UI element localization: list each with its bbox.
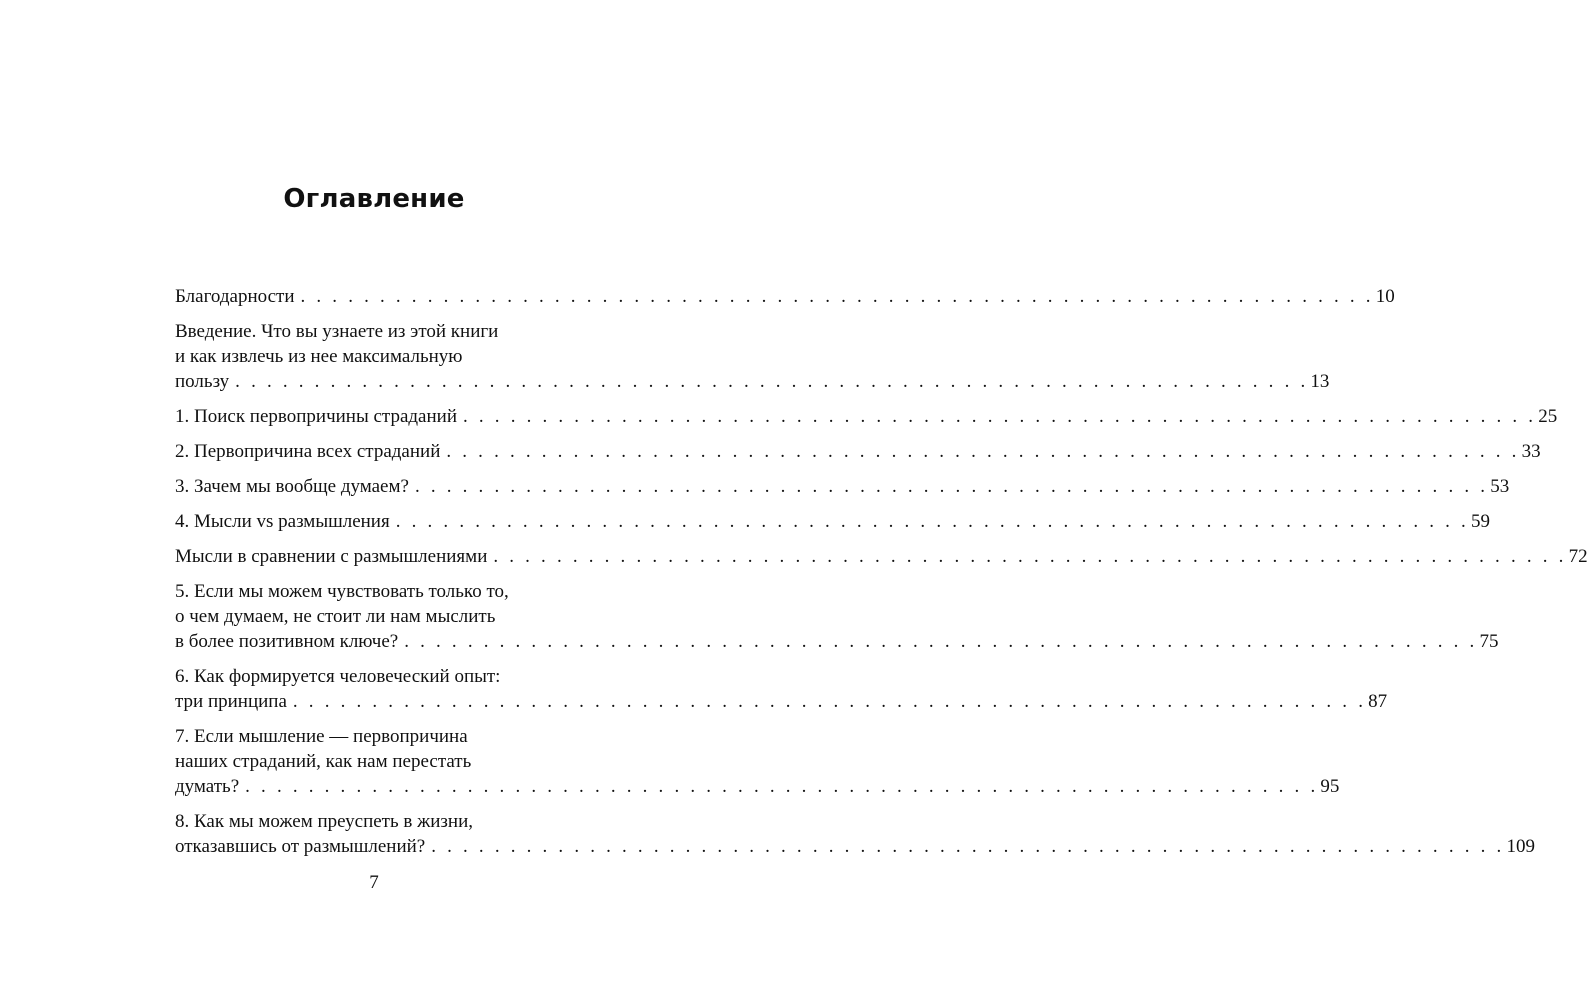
toc-entry-title-line: Введение. Что вы узнаете из этой книги [175,321,499,342]
toc-entry-page-number: 72 [1568,546,1588,567]
toc-entry-page-number: 25 [1538,406,1558,427]
toc-title: Оглавление [283,184,465,214]
dot-leader: . . . . . . . . . . . . . . . . . . . . . . . . . . . . . . . . . . . . . . . . . . . . . . . . . . . . . . . . . . . . . . . . . . . . [446,441,1520,462]
toc-entry [175,509,1490,534]
toc-entry-page-number: 33 [1521,441,1541,462]
toc-entry-title: три принципа [175,691,287,712]
toc-entry-title: 4. Мысли vs размышления [175,511,390,532]
dot-leader: . . . . . . . . . . . . . . . . . . . . . . . . . . . . . . . . . . . . . . . . . . . . . . . . . . . . . . . . . . . . . . . . . . . . [395,511,1469,532]
toc-entry-last-line [175,439,1541,464]
toc-entry-page-number: 87 [1368,691,1388,712]
toc-entry [175,284,1395,309]
toc-entry-title: 2. Первопричина всех страданий [175,441,441,462]
toc-entry-page-number: 59 [1470,511,1490,532]
toc-entry-title: Благодарности [175,286,295,307]
dot-leader: . . . . . . . . . . . . . . . . . . . . . . . . . . . . . . . . . . . . . . . . . . . . . . . . . . . . . . . . . . . . . . . . . . . . [404,631,1478,652]
toc-entry-title: Мысли в сравнении с размышлениями [175,546,488,567]
toc-entry-last-line [175,474,1510,499]
toc-entry-title-line: наших страданий, как нам перестать [175,751,472,772]
toc-entry-title: думать? [175,776,240,797]
toc-entry [175,664,1388,714]
dot-leader: . . . . . . . . . . . . . . . . . . . . . . . . . . . . . . . . . . . . . . . . . . . . . . . . . . . . . . . . . . . . . . . . . . . . [235,371,1309,392]
dot-leader: . . . . . . . . . . . . . . . . . . . . . . . . . . . . . . . . . . . . . . . . . . . . . . . . . . . . . . . . . . . . . . . . . . . . [414,476,1489,497]
toc-entry-last-line [175,544,1588,569]
toc-entry-title: в более позитивном ключе? [175,631,399,652]
toc-entry [175,474,1510,499]
toc-entry [175,544,1588,569]
toc-entry-page-number: 95 [1320,776,1340,797]
toc-entry [175,404,1558,429]
toc-entry-title: 3. Зачем мы вообще думаем? [175,476,409,497]
toc-entry-title-line: и как извлечь из нее максимальную [175,346,463,367]
dot-leader: . . . . . . . . . . . . . . . . . . . . . . . . . . . . . . . . . . . . . . . . . . . . . . . . . . . . . . . . . . . . . . . . . . . . [245,776,1319,797]
dot-leader: . . . . . . . . . . . . . . . . . . . . . . . . . . . . . . . . . . . . . . . . . . . . . . . . . . . . . . . . . . . . . . . . . . . . [493,546,1567,567]
toc-entry-title-line: 8. Как мы можем преуспеть в жизни, [175,811,473,832]
toc-entry-last-line [175,689,1388,714]
toc-entry-last-line [175,509,1490,534]
toc-entry-title: отказавшись от размышлений? [175,836,426,857]
toc-entry-title-line: 5. Если мы можем чувствовать только то, [175,581,509,602]
toc-entry [175,319,1330,394]
toc-entry-last-line [175,369,1330,394]
toc-entry-page-number: 75 [1479,631,1499,652]
dot-leader: . . . . . . . . . . . . . . . . . . . . . . . . . . . . . . . . . . . . . . . . . . . . . . . . . . . . . . . . . . . . . . . . . . . . [463,406,1537,427]
toc-entry-page-number: 53 [1490,476,1510,497]
toc-entry-last-line [175,404,1558,429]
dot-leader: . . . . . . . . . . . . . . . . . . . . . . . . . . . . . . . . . . . . . . . . . . . . . . . . . . . . . . . . . . . . . . . . . . . . [431,836,1505,857]
toc-entry-last-line [175,629,1499,654]
table-of-contents [175,284,1588,869]
toc-entry-last-line [175,774,1340,799]
toc-entry [175,579,1499,654]
toc-entry-title-line: 7. Если мышление — первопричина [175,726,468,747]
dot-leader: . . . . . . . . . . . . . . . . . . . . . . . . . . . . . . . . . . . . . . . . . . . . . . . . . . . . . . . . . . . . . . . . . . . . [300,286,1374,307]
toc-entry-page-number: 13 [1310,371,1330,392]
dot-leader: . . . . . . . . . . . . . . . . . . . . . . . . . . . . . . . . . . . . . . . . . . . . . . . . . . . . . . . . . . . . . . . . . . . . [292,691,1367,712]
toc-entry [175,809,1535,859]
toc-entry-title-line: о чем думаем, не стоит ли нам мыслить [175,606,496,627]
toc-entry-title: пользу [175,371,230,392]
toc-entry [175,439,1541,464]
page-number: 7 [369,872,379,893]
toc-entry-last-line [175,284,1395,309]
toc-entry-title-line: 6. Как формируется человеческий опыт: [175,666,501,687]
toc-entry-page-number: 10 [1375,286,1395,307]
toc-entry-page-number: 109 [1506,836,1535,857]
toc-entry-last-line [175,834,1535,859]
toc-entry [175,724,1340,799]
toc-entry-title: 1. Поиск первопричины страданий [175,406,457,427]
